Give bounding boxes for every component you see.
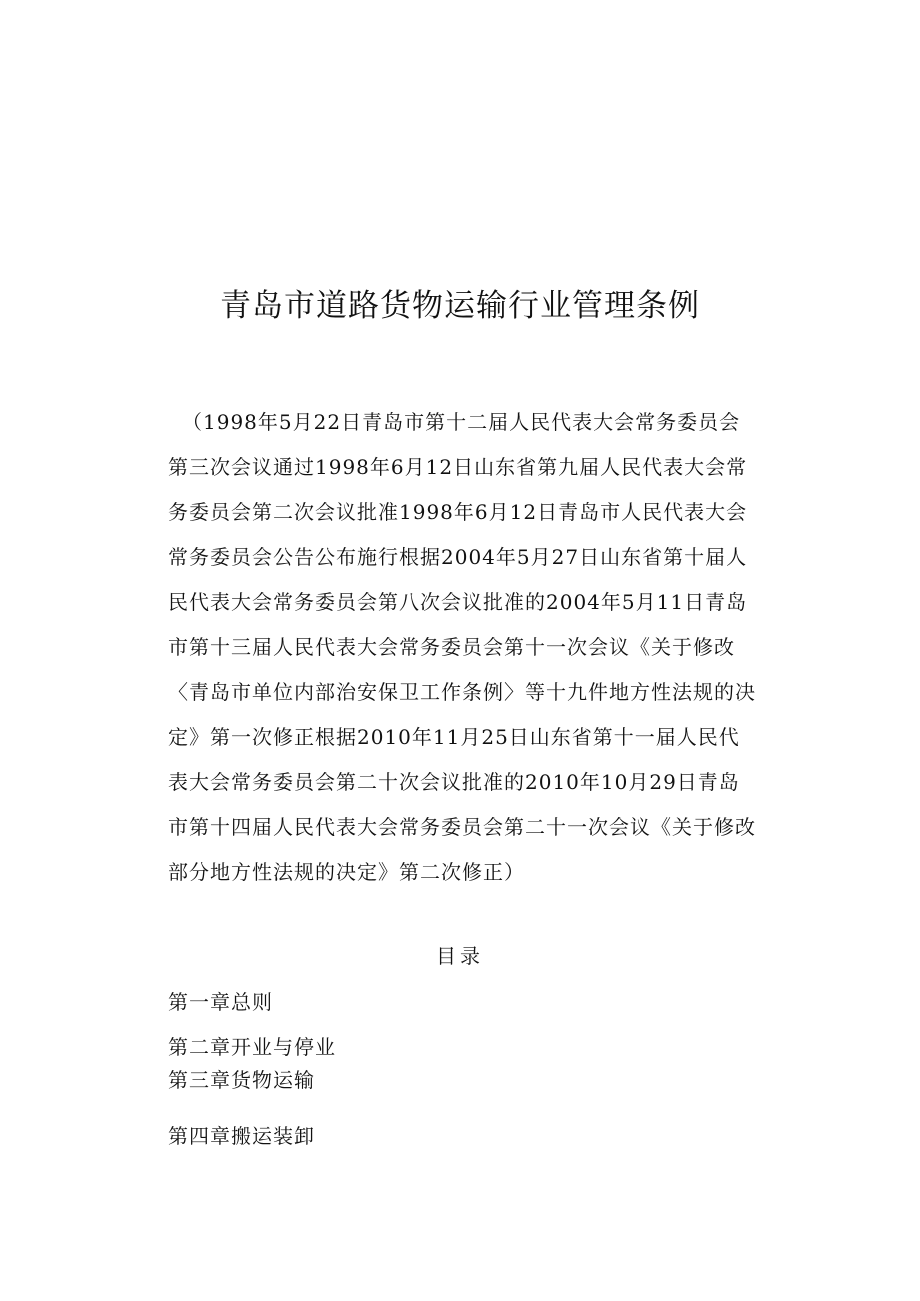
preamble-line: 民代表大会常务委员会第八次会议批准的2004年5月11日青岛 bbox=[168, 590, 748, 614]
preamble-line: 第三次会议通过1998年6月12日山东省第九届人民代表大会常 bbox=[168, 455, 748, 479]
toc-item-chapter-3: 第三章货物运输 bbox=[168, 1068, 315, 1092]
preamble-line: 表大会常务委员会第二十次会议批准的2010年10月29日青岛 bbox=[168, 770, 740, 794]
document-title: 青岛市道路货物运输行业管理条例 bbox=[220, 288, 700, 324]
preamble-line: 务委员会第二次会议批准1998年6月12日青岛市人民代表大会 bbox=[168, 500, 748, 524]
preamble-line: 部分地方性法规的决定》第二次修正） bbox=[168, 860, 525, 884]
preamble-line: 市第十四届人民代表大会常务委员会第二十一次会议《关于修改 bbox=[168, 815, 756, 839]
toc-heading: 目录 bbox=[436, 944, 484, 968]
preamble-line: 定》第一次修正根据2010年11月25日山东省第十一届人民代 bbox=[168, 725, 740, 749]
preamble-line: （1998年5月22日青岛市第十二届人民代表大会常务委员会 bbox=[182, 410, 741, 434]
toc-item-chapter-1: 第一章总则 bbox=[168, 990, 273, 1014]
preamble bbox=[168, 400, 818, 895]
preamble-line: 市第十三届人民代表大会常务委员会第十一次会议《关于修改 bbox=[168, 635, 735, 659]
preamble-line: 常务委员会公告公布施行根据2004年5月27日山东省第十届人 bbox=[168, 545, 748, 569]
toc-item-chapter-2: 第二章开业与停业 bbox=[168, 1035, 336, 1059]
preamble-line: 〈青岛市单位内部治安保卫工作条例〉等十九件地方性法规的决 bbox=[168, 680, 756, 704]
toc-item-chapter-4: 第四章搬运装卸 bbox=[168, 1124, 315, 1148]
